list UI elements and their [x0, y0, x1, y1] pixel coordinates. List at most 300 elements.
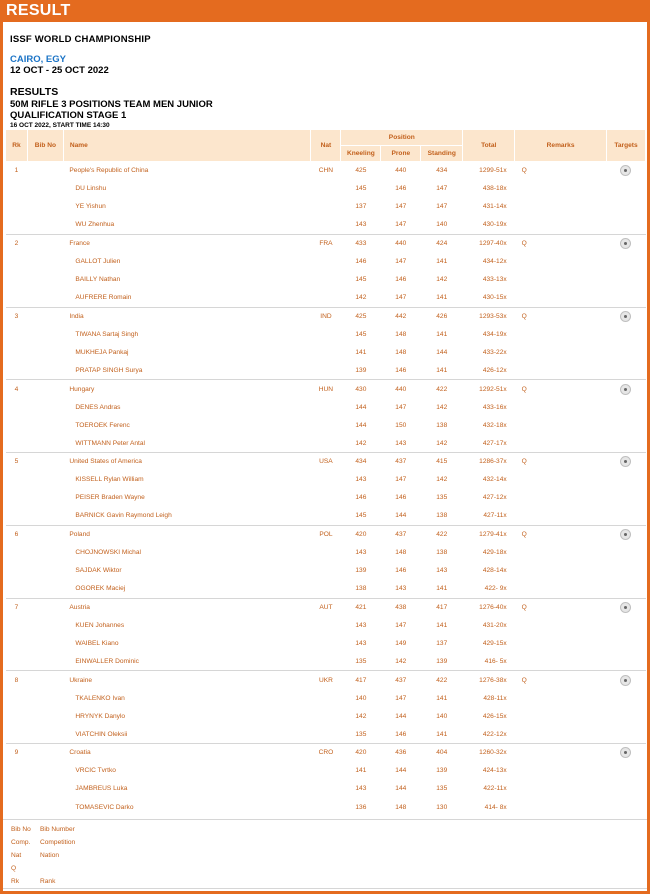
kneeling-cell: 139 [355, 366, 367, 374]
bib-cell [27, 198, 63, 216]
total-cell: 1293-53x [463, 307, 515, 325]
remark-cell: Q [515, 671, 607, 689]
legend-key: Rk [11, 878, 20, 885]
member-row [6, 471, 646, 489]
member-row [6, 580, 646, 598]
member-row [6, 762, 646, 780]
bib-cell [27, 362, 63, 380]
total-cell: 433-16x [482, 403, 507, 411]
standing-cell: 142 [436, 439, 448, 447]
total-cell: 428-11x [483, 694, 507, 702]
document-header [3, 22, 647, 129]
target-icon[interactable] [620, 747, 631, 758]
total-cell: 432-14x [482, 476, 507, 484]
nation-cell [311, 362, 341, 380]
standing-cell: 417 [421, 598, 463, 616]
total-cell: 1260-32x [463, 744, 515, 762]
col-standing: Standing [421, 146, 463, 162]
col-bib: Bib No [27, 130, 63, 162]
targets-cell [606, 507, 645, 525]
nation-cell [311, 725, 341, 743]
kneeling-cell: 143 [355, 639, 367, 647]
kneeling-cell: 425 [341, 307, 381, 325]
nation-cell [311, 271, 341, 289]
kneeling-cell: 142 [355, 439, 367, 447]
standing-cell: 144 [436, 348, 448, 356]
standing-cell: 139 [436, 767, 448, 775]
nation-cell [311, 634, 341, 652]
athlete-name-cell: KUEN Johannes [75, 621, 125, 629]
remark-cell [515, 744, 607, 762]
targets-cell [606, 416, 645, 434]
member-row [6, 325, 646, 343]
nation-cell [311, 562, 341, 580]
standing-cell: 143 [436, 567, 448, 575]
remark-cell [515, 616, 607, 634]
remark-cell: Q [515, 307, 607, 325]
standing-cell: 137 [436, 639, 448, 647]
total-cell: 427-12x [482, 494, 507, 502]
prone-cell: 143 [395, 585, 407, 593]
rank-cell: 6 [6, 525, 28, 543]
prone-cell: 144 [395, 512, 407, 520]
kneeling-cell: 141 [355, 348, 367, 356]
athlete-name-cell: KISSELL Rylan William [75, 476, 144, 484]
member-row [6, 689, 646, 707]
bib-cell [27, 325, 63, 343]
bib-cell [27, 162, 63, 180]
col-nat: Nat [311, 130, 341, 162]
prone-cell: 440 [381, 162, 421, 180]
team-name-cell: Croatia [63, 744, 311, 762]
team-row [6, 453, 646, 471]
nation-cell: AUT [311, 598, 341, 616]
kneeling-cell: 135 [355, 657, 367, 665]
rank-cell: 3 [6, 307, 28, 325]
remark-cell [515, 562, 607, 580]
target-icon[interactable] [620, 602, 631, 613]
member-row [6, 489, 646, 507]
remark-cell [515, 198, 607, 216]
rank-cell [6, 434, 28, 452]
prone-cell: 146 [395, 366, 407, 374]
location: CAIRO, EGY [10, 54, 66, 65]
athlete-name-cell: WITTMANN Peter Antal [75, 439, 145, 447]
rank-cell [6, 634, 28, 652]
standing-cell: 142 [436, 276, 448, 284]
athlete-name-cell: BARNICK Gavin Raymond Leigh [75, 512, 172, 520]
col-rank: Rk [6, 130, 28, 162]
kneeling-cell: 136 [355, 803, 367, 811]
member-row [6, 362, 646, 380]
prone-cell: 144 [395, 712, 407, 720]
prone-cell: 437 [381, 525, 421, 543]
team-name-cell: People's Republic of China [63, 162, 311, 180]
rank-cell: 9 [6, 744, 28, 762]
prone-cell: 149 [395, 639, 407, 647]
total-cell: 433-13x [482, 276, 507, 284]
kneeling-cell: 430 [341, 380, 381, 398]
rank-cell [6, 252, 28, 270]
total-cell: 426-15x [482, 712, 507, 720]
standing-cell: 142 [436, 476, 448, 484]
rank-cell [6, 343, 28, 361]
prone-cell: 440 [381, 234, 421, 252]
athlete-name-cell: WU Zhenhua [75, 221, 115, 229]
team-row [6, 671, 646, 689]
remark-cell [515, 580, 607, 598]
rank-cell: 5 [6, 453, 28, 471]
target-icon[interactable] [620, 384, 631, 395]
member-row [6, 634, 646, 652]
standing-cell: 147 [436, 203, 448, 211]
nation-cell: POL [311, 525, 341, 543]
standing-cell: 138 [436, 421, 448, 429]
bib-cell [27, 562, 63, 580]
nation-cell [311, 416, 341, 434]
prone-cell: 147 [395, 476, 407, 484]
prone-cell: 143 [395, 439, 407, 447]
rank-cell: 1 [6, 162, 28, 180]
total-cell: 434-19x [482, 330, 507, 338]
nation-cell: USA [311, 453, 341, 471]
legend-item [11, 878, 647, 891]
athlete-name-cell: VRCIC Tvrtko [75, 767, 116, 775]
targets-cell [606, 780, 645, 798]
targets-cell [606, 671, 645, 689]
nation-cell [311, 216, 341, 234]
kneeling-cell: 425 [341, 162, 381, 180]
page-title: RESULT [0, 0, 650, 22]
total-cell: 426-12x [482, 366, 507, 374]
prone-cell: 146 [395, 494, 407, 502]
remark-cell [515, 471, 607, 489]
rank-cell: 2 [6, 234, 28, 252]
total-cell: 433-22x [482, 348, 507, 356]
member-row [6, 343, 646, 361]
athlete-name-cell: VIATCHIN Oleksii [75, 730, 128, 738]
athlete-name-cell: GALLOT Julien [75, 258, 121, 266]
athlete-name-cell: CHOJNOWSKI Michal [75, 549, 141, 557]
total-cell: 422- 9x [484, 585, 507, 593]
targets-cell [606, 362, 645, 380]
athlete-name-cell: EINWALLER Dominic [75, 657, 139, 665]
remark-cell [515, 653, 607, 671]
kneeling-cell: 433 [341, 234, 381, 252]
standing-cell: 422 [421, 525, 463, 543]
targets-cell [606, 707, 645, 725]
nation-cell [311, 489, 341, 507]
remark-cell [515, 689, 607, 707]
start-time: 16 OCT 2022, START TIME 14:30 [10, 122, 110, 129]
rank-cell [6, 707, 28, 725]
col-remarks: Remarks [515, 130, 607, 162]
team-row [6, 598, 646, 616]
targets-cell [606, 471, 645, 489]
standing-cell: 426 [421, 307, 463, 325]
results-heading: RESULTS [10, 86, 59, 98]
standing-cell: 142 [436, 403, 448, 411]
results-body [6, 162, 646, 817]
prone-cell: 142 [395, 657, 407, 665]
member-row [6, 780, 646, 798]
remark-cell [515, 762, 607, 780]
total-cell: 1276-40x [463, 598, 515, 616]
athlete-name-cell: BAILLY Nathan [75, 276, 121, 284]
standing-cell: 140 [436, 221, 448, 229]
rank-cell [6, 198, 28, 216]
team-name-cell: India [63, 307, 311, 325]
targets-cell [606, 234, 645, 252]
member-row [6, 252, 646, 270]
remark-cell: Q [515, 525, 607, 543]
kneeling-cell: 145 [355, 185, 367, 193]
targets-cell [606, 798, 645, 816]
member-row [6, 707, 646, 725]
remark-cell [515, 434, 607, 452]
total-cell: 429-18x [482, 549, 507, 557]
target-icon[interactable] [620, 529, 631, 540]
target-icon[interactable] [620, 456, 631, 467]
athlete-name-cell: TKALENKO Ivan [75, 694, 125, 702]
event-name: 50M RIFLE 3 POSITIONS TEAM MEN JUNIOR [10, 99, 213, 110]
team-name-cell: Hungary [63, 380, 311, 398]
kneeling-cell: 137 [355, 203, 367, 211]
targets-cell [606, 216, 645, 234]
targets-cell [606, 634, 645, 652]
prone-cell: 144 [395, 767, 407, 775]
standing-cell: 424 [421, 234, 463, 252]
results-table [5, 129, 646, 816]
rank-cell [6, 689, 28, 707]
bib-cell [27, 271, 63, 289]
remark-cell [515, 507, 607, 525]
rank-cell [6, 471, 28, 489]
legend-value: Nation [40, 852, 60, 859]
bib-cell [27, 380, 63, 398]
member-row [6, 198, 646, 216]
total-cell: 431-14x [482, 203, 507, 211]
nation-cell [311, 707, 341, 725]
kneeling-cell: 421 [341, 598, 381, 616]
targets-cell [606, 289, 645, 307]
total-cell: 431-20x [482, 621, 507, 629]
athlete-name-cell: HRYNYK Danylo [75, 712, 126, 720]
member-row [6, 543, 646, 561]
total-cell: 429-15x [482, 639, 507, 647]
bib-cell [27, 180, 63, 198]
legend-key: Bib No [11, 826, 31, 833]
kneeling-cell: 143 [355, 476, 367, 484]
legend-item [11, 839, 647, 852]
kneeling-cell: 143 [355, 221, 367, 229]
bib-cell [27, 744, 63, 762]
remark-cell: Q [515, 380, 607, 398]
bib-cell [27, 616, 63, 634]
member-row [6, 434, 646, 452]
remark-cell [515, 216, 607, 234]
standing-cell: 422 [421, 671, 463, 689]
standing-cell: 130 [436, 803, 448, 811]
nation-cell: IND [311, 307, 341, 325]
kneeling-cell: 135 [355, 730, 367, 738]
rank-cell [6, 271, 28, 289]
col-name: Name [63, 130, 311, 162]
athlete-name-cell: TOEROEK Ferenc [75, 421, 130, 429]
bib-cell [27, 398, 63, 416]
bib-cell [27, 598, 63, 616]
prone-cell: 147 [395, 403, 407, 411]
nation-cell [311, 580, 341, 598]
standing-cell: 135 [436, 494, 448, 502]
standing-cell: 141 [436, 366, 448, 374]
remark-cell [515, 343, 607, 361]
standing-cell: 141 [436, 585, 448, 593]
prone-cell: 150 [395, 421, 407, 429]
nation-cell: CRO [311, 744, 341, 762]
member-row [6, 653, 646, 671]
bib-cell [27, 471, 63, 489]
targets-cell [606, 725, 645, 743]
bib-cell [27, 580, 63, 598]
legend-value: Competition [40, 839, 76, 846]
standing-cell: 434 [421, 162, 463, 180]
standing-cell: 422 [421, 380, 463, 398]
kneeling-cell: 420 [341, 525, 381, 543]
rank-cell [6, 725, 28, 743]
member-row [6, 562, 646, 580]
member-row [6, 216, 646, 234]
nation-cell [311, 653, 341, 671]
bib-cell [27, 762, 63, 780]
prone-cell: 440 [381, 380, 421, 398]
targets-cell [606, 525, 645, 543]
standing-cell: 138 [436, 512, 448, 520]
standing-cell: 404 [421, 744, 463, 762]
total-cell: 427-11x [483, 512, 507, 520]
prone-cell: 436 [381, 744, 421, 762]
athlete-name-cell: PRATAP SINGH Surya [75, 366, 143, 374]
nation-cell [311, 434, 341, 452]
prone-cell: 442 [381, 307, 421, 325]
athlete-name-cell: PEISER Braden Wayne [75, 494, 145, 502]
kneeling-cell: 142 [355, 294, 367, 302]
target-icon[interactable] [620, 675, 631, 686]
total-cell: 422-12x [482, 730, 507, 738]
nation-cell [311, 180, 341, 198]
team-name-cell: Ukraine [63, 671, 311, 689]
remark-cell [515, 325, 607, 343]
bib-cell [27, 216, 63, 234]
remark-cell [515, 634, 607, 652]
athlete-name-cell: TOMASEVIC Darko [75, 803, 134, 811]
total-cell: 1276-38x [463, 671, 515, 689]
bib-cell [27, 234, 63, 252]
prone-cell: 148 [395, 348, 407, 356]
standing-cell: 135 [436, 785, 448, 793]
rank-cell [6, 180, 28, 198]
remark-cell [515, 489, 607, 507]
standing-cell: 141 [436, 294, 448, 302]
bib-cell [27, 707, 63, 725]
kneeling-cell: 145 [355, 330, 367, 338]
member-row [6, 616, 646, 634]
total-cell: 424-13x [482, 767, 507, 775]
targets-cell [606, 343, 645, 361]
target-icon[interactable] [620, 238, 631, 249]
standing-cell: 139 [436, 657, 448, 665]
col-targets: Targets [606, 130, 645, 162]
remark-cell [515, 362, 607, 380]
legend-value: Rank [40, 878, 56, 885]
rank-cell: 8 [6, 671, 28, 689]
rank-cell [6, 543, 28, 561]
targets-cell [606, 325, 645, 343]
athlete-name-cell: AUFRERE Romain [75, 294, 132, 302]
target-icon[interactable] [620, 165, 631, 176]
kneeling-cell: 146 [355, 494, 367, 502]
prone-cell: 144 [395, 785, 407, 793]
bib-cell [27, 252, 63, 270]
stage-name: QUALIFICATION STAGE 1 [10, 110, 127, 121]
targets-cell [606, 744, 645, 762]
legend-key: Q [11, 865, 17, 872]
results-document [3, 22, 647, 891]
bib-cell [27, 525, 63, 543]
nation-cell: FRA [311, 234, 341, 252]
bib-cell [27, 489, 63, 507]
rank-cell [6, 780, 28, 798]
rank-cell: 7 [6, 598, 28, 616]
kneeling-cell: 145 [355, 512, 367, 520]
bib-cell [27, 689, 63, 707]
prone-cell: 148 [395, 803, 407, 811]
kneeling-cell: 140 [355, 694, 367, 702]
nation-cell: HUN [311, 380, 341, 398]
nation-cell [311, 252, 341, 270]
rank-cell [6, 798, 28, 816]
rank-cell [6, 416, 28, 434]
kneeling-cell: 417 [341, 671, 381, 689]
remark-cell [515, 543, 607, 561]
targets-cell [606, 762, 645, 780]
total-cell: 1279-41x [463, 525, 515, 543]
rank-cell [6, 762, 28, 780]
team-name-cell: Austria [63, 598, 311, 616]
member-row [6, 507, 646, 525]
kneeling-cell: 143 [355, 785, 367, 793]
total-cell: 430-19x [482, 221, 507, 229]
targets-cell [606, 453, 645, 471]
prone-cell: 147 [395, 694, 407, 702]
targets-cell [606, 162, 645, 180]
standing-cell: 140 [436, 712, 448, 720]
col-prone: Prone [381, 146, 421, 162]
prone-cell: 437 [381, 671, 421, 689]
bib-cell [27, 453, 63, 471]
footer-divider [3, 888, 647, 889]
legend [3, 819, 647, 891]
rank-cell [6, 325, 28, 343]
nation-cell [311, 689, 341, 707]
col-total: Total [463, 130, 515, 162]
prone-cell: 147 [395, 203, 407, 211]
remark-cell: Q [515, 234, 607, 252]
total-cell: 1297-40x [463, 234, 515, 252]
bib-cell [27, 416, 63, 434]
athlete-name-cell: YE Yishun [75, 203, 106, 211]
target-icon[interactable] [620, 311, 631, 322]
